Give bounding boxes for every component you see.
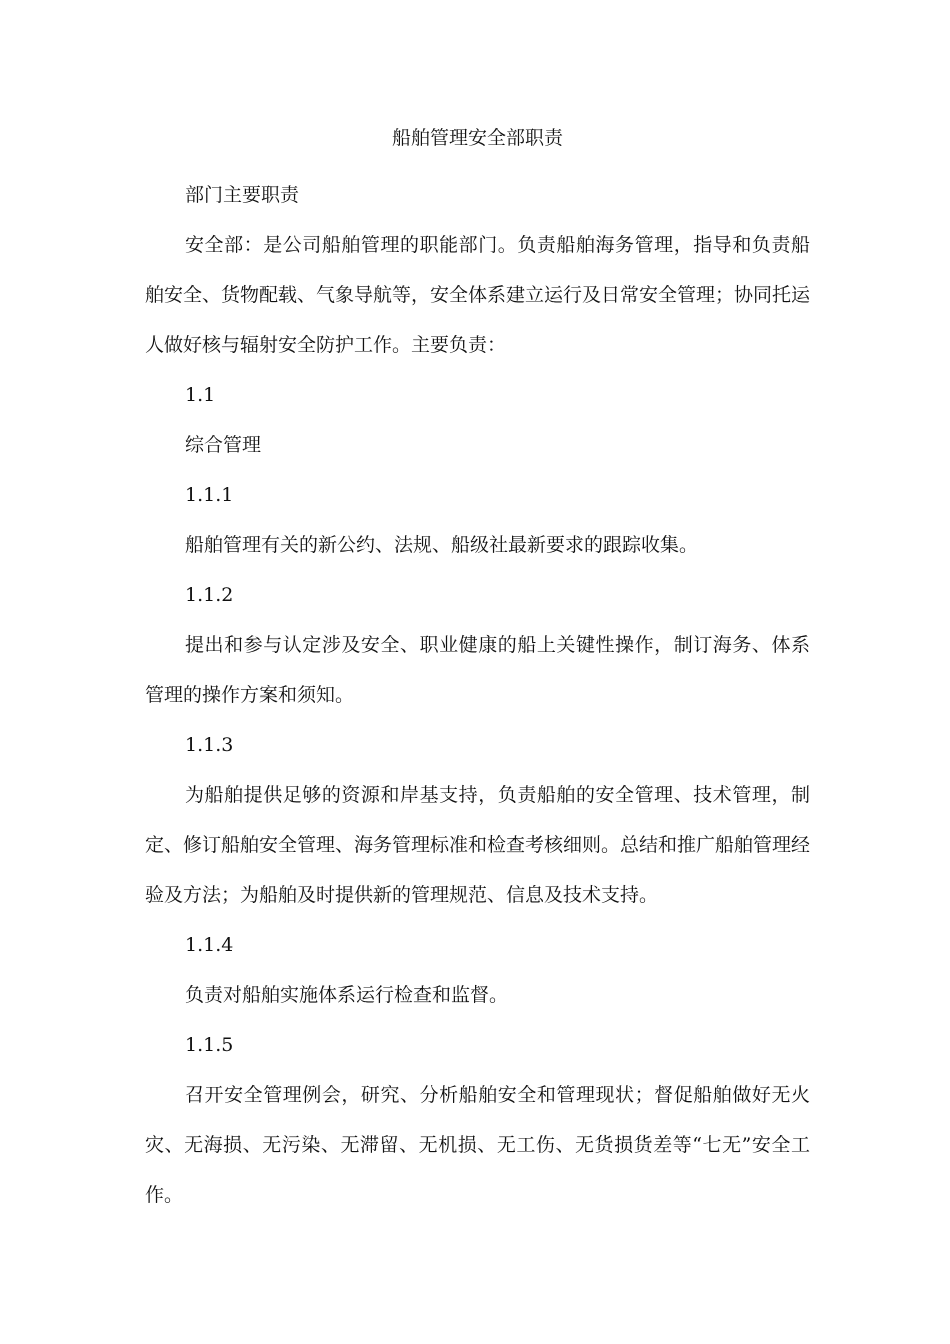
item-text-1-1-1: 船舶管理有关的新公约、法规、船级社最新要求的跟踪收集。 [185,534,699,556]
item-text-1-1-4: 负责对船舶实施体系运行检查和监督。 [185,984,509,1006]
item-text-1-1-2: 提出和参与认定涉及安全、职业健康的船上关键性操作，制订海务、体系管理的操作方案和须知。 [145,634,810,706]
section-title-1-1: 综合管理 [185,434,262,456]
document-body [145,120,810,1220]
department-description: 安全部：是公司船舶管理的职能部门。负责船舶海务管理，指导和负责船舶安全、货物配载、气象导航等，安全体系建立运行及日常安全管理；协同托运人做好核与辐射安全防护工作。主要负责： [145,234,811,356]
item-text-1-1-3: 为船舶提供足够的资源和岸基支持，负责船舶的安全管理、技术管理，制定、修订船舶安全管理、海务管理标准和检查考核细则。总结和推广船舶管理经验及方法；为船舶及时提供新的管理规范、信息及技术支持。 [145,784,811,906]
item-number-1-1-3: 1.1.3 [185,734,234,756]
item-number-1-1-5: 1.1.5 [185,1034,234,1056]
section-heading: 部门主要职责 [185,184,300,206]
item-number-1-1-1: 1.1.1 [185,484,234,506]
document-title: 船舶管理安全部职责 [391,127,563,149]
item-text-1-1-5: 召开安全管理例会，研究、分析船舶安全和管理现状；督促船舶做好无火灾、无海损、无污染、无滞留、无机损、无工伤、无货损货差等“七无”安全工作。 [145,1084,810,1206]
item-number-1-1-4: 1.1.4 [185,934,234,956]
item-number-1-1-2: 1.1.2 [185,584,234,606]
section-number-1-1: 1.1 [185,384,216,406]
